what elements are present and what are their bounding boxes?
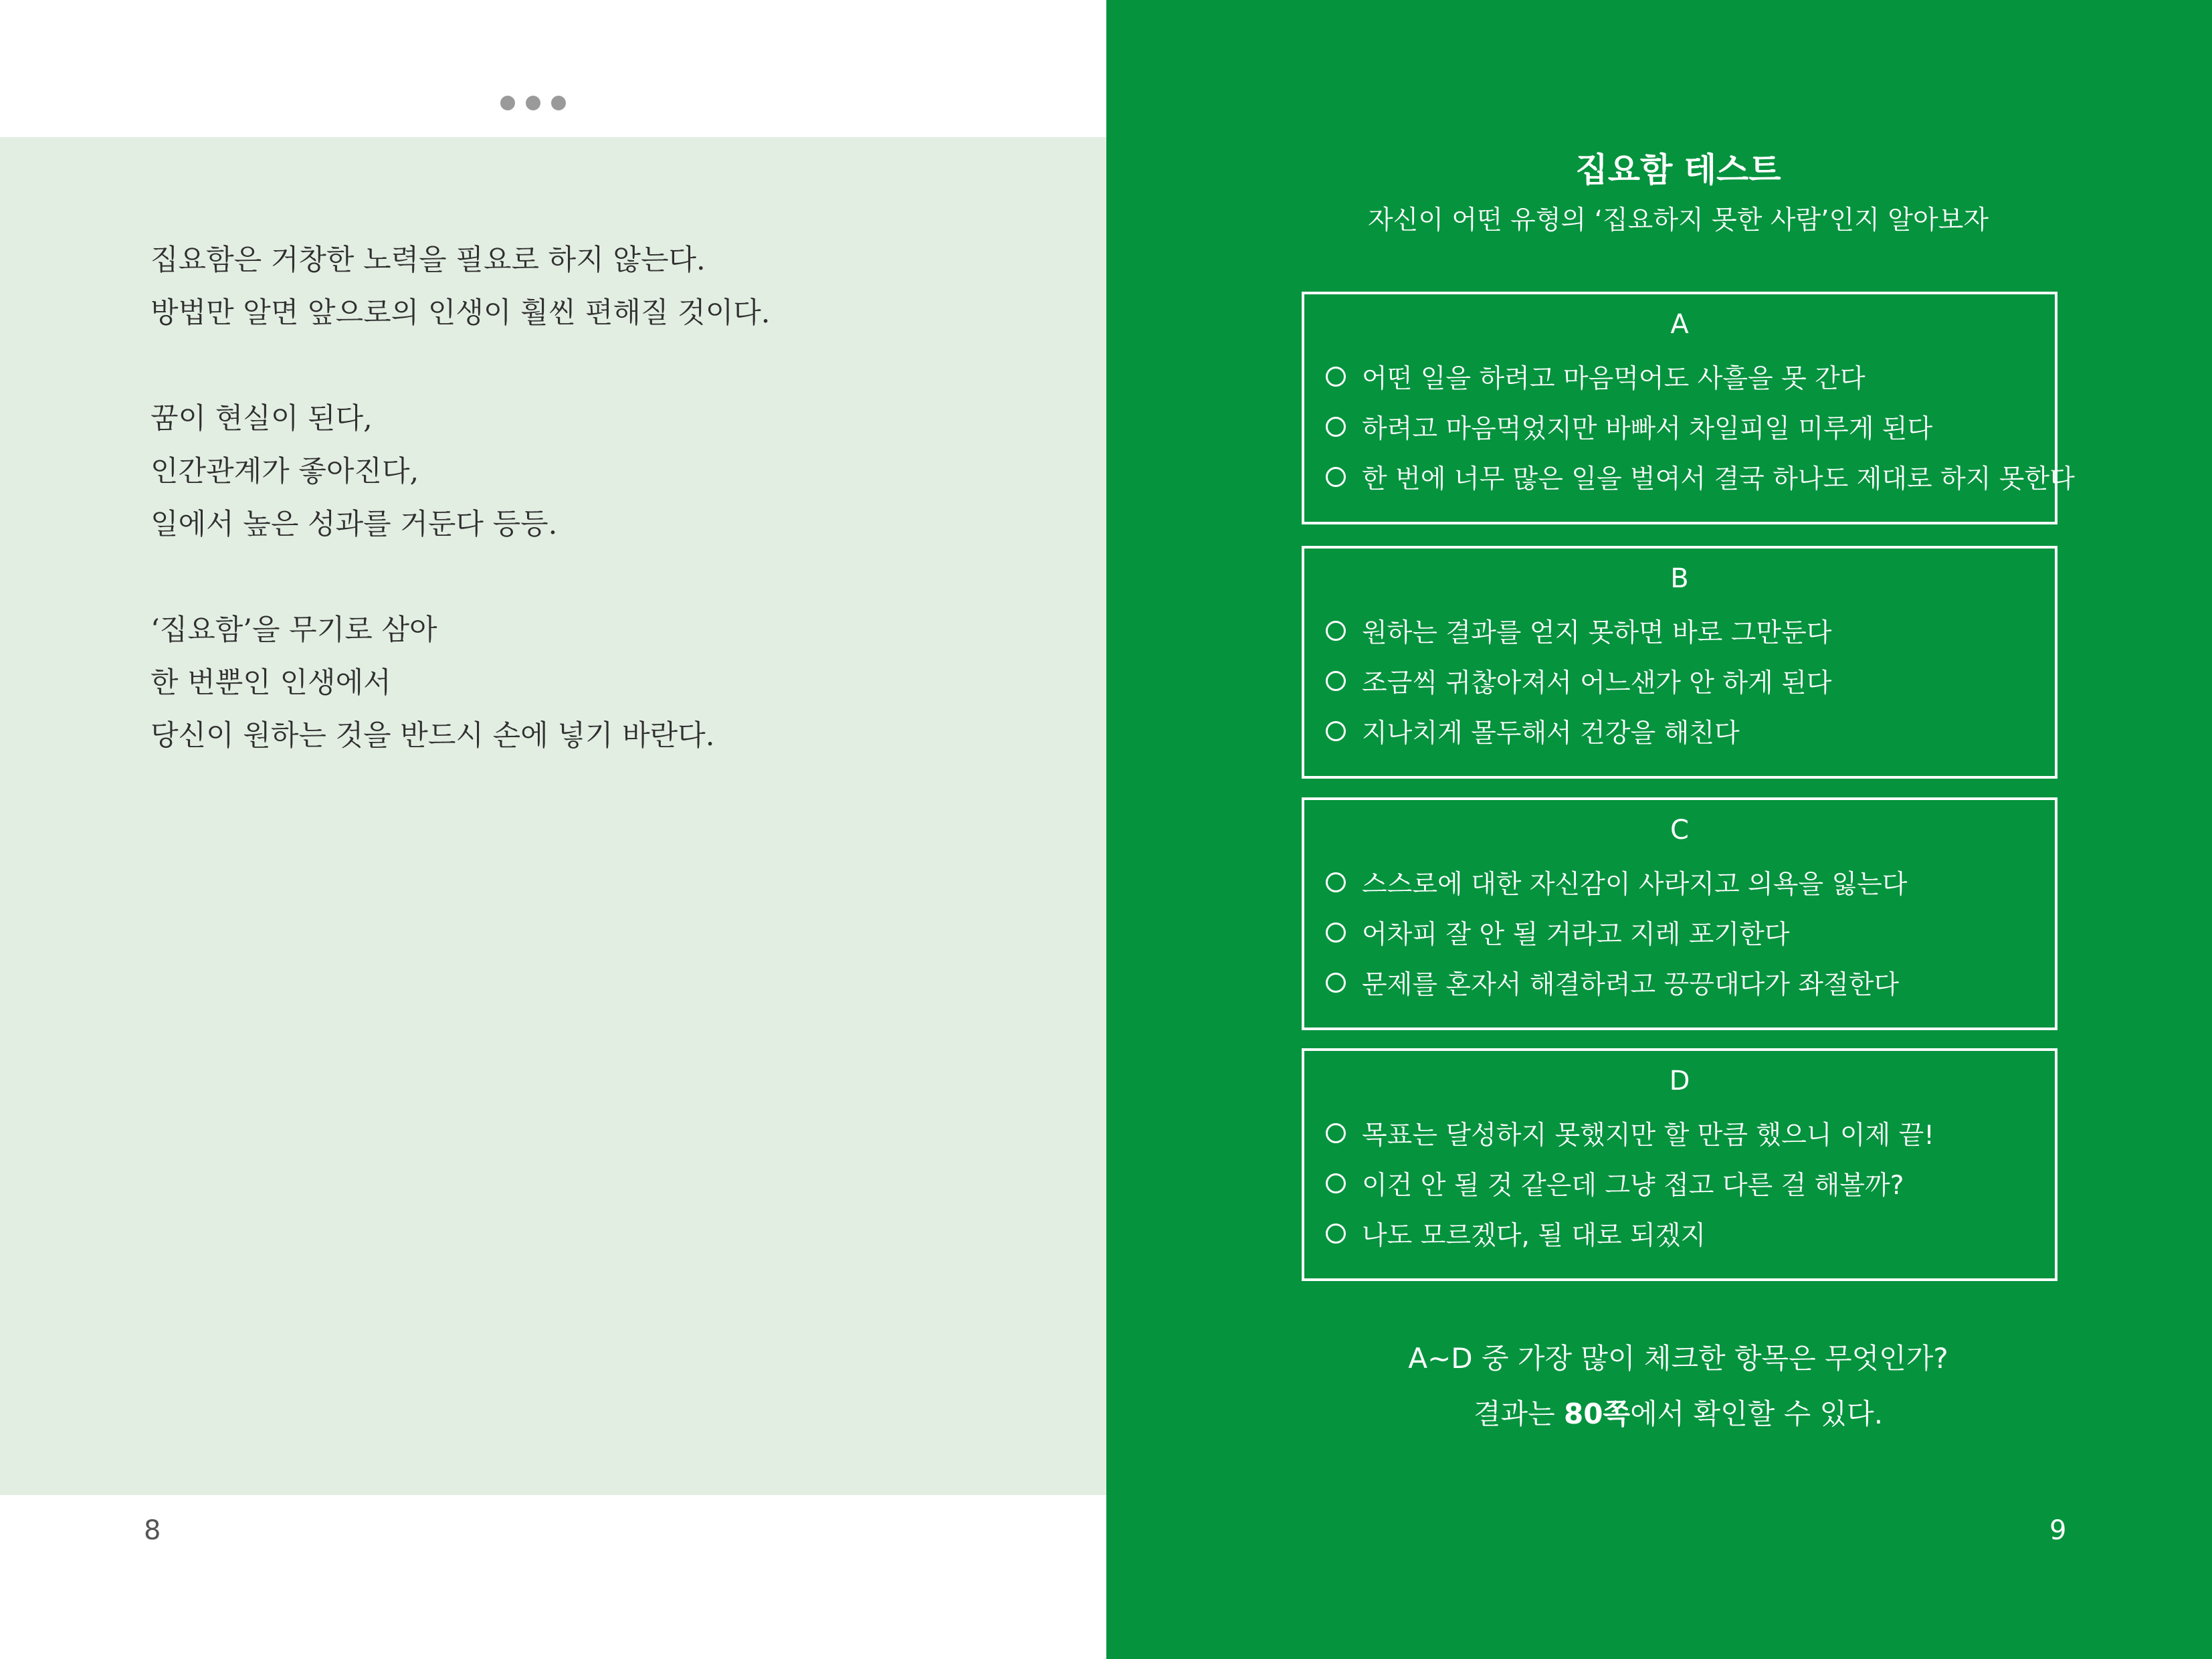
test-item[interactable] [1326, 1165, 1904, 1202]
test-item[interactable] [1326, 914, 1790, 951]
result-prefix: 결과는 [1473, 1397, 1565, 1430]
checkbox-circle-icon[interactable] [1326, 621, 1346, 641]
result-text [1106, 1392, 2212, 1432]
box-letter: B [1670, 563, 1689, 594]
box-letter: A [1670, 309, 1689, 340]
checkbox-circle-icon[interactable] [1326, 872, 1346, 892]
test-item-label: 문제를 혼자서 해결하려고 끙끙대다가 좌절한다 [1362, 970, 1900, 1000]
right-page [1106, 0, 2212, 1659]
test-title: 집요함 테스트 [1575, 151, 1781, 189]
test-item-label: 스스로에 대한 자신감이 사라지고 의욕을 잃는다 [1362, 870, 1908, 900]
body-line: 방법만 알면 앞으로의 인생이 훨씬 편해질 것이다. [150, 296, 771, 330]
test-box-b [1302, 546, 2057, 779]
test-box-a [1302, 292, 2075, 524]
dot [551, 96, 566, 110]
left-text-panel [0, 137, 1106, 1495]
checkbox-circle-icon[interactable] [1326, 467, 1346, 487]
checkbox-circle-icon[interactable] [1326, 1123, 1346, 1143]
test-item[interactable] [1326, 1114, 1934, 1152]
page-number-right: 9 [2049, 1515, 2067, 1546]
test-item-label: 나도 모르겠다, 될 대로 되겠지 [1362, 1221, 1706, 1251]
test-item-label: 하려고 마음먹었지만 바빠서 차일피일 미루게 된다 [1362, 414, 1933, 444]
test-item-label: 이건 안 될 것 같은데 그냥 접고 다른 걸 해볼까? [1362, 1171, 1904, 1201]
test-item[interactable] [1326, 964, 1899, 1001]
test-item[interactable] [1326, 612, 1831, 650]
checkbox-circle-icon[interactable] [1326, 417, 1346, 437]
test-item[interactable] [1326, 712, 1740, 750]
body-line: 집요함은 거창한 노력을 필요로 하지 않는다. [150, 243, 706, 277]
box-letter: D [1669, 1066, 1690, 1096]
checkbox-circle-icon[interactable] [1326, 1224, 1346, 1244]
test-box-d [1302, 1048, 2057, 1281]
test-subtitle: 자신이 어떤 유형의 ‘집요하지 못한 사람’인지 알아보자 [1367, 205, 1989, 235]
left-top-band [0, 0, 1106, 137]
dot [526, 96, 540, 110]
test-box-c [1302, 797, 2057, 1030]
test-item-label: 지나치게 몰두해서 건강을 해친다 [1362, 718, 1740, 749]
checkbox-circle-icon[interactable] [1326, 922, 1346, 943]
checkbox-circle-icon[interactable] [1326, 973, 1346, 993]
test-item[interactable] [1326, 1215, 1706, 1252]
test-item[interactable] [1326, 458, 2075, 496]
checkbox-circle-icon[interactable] [1326, 721, 1346, 741]
checkbox-circle-icon[interactable] [1326, 367, 1346, 387]
test-item-label: 조금씩 귀찮아져서 어느샌가 안 하게 된다 [1362, 668, 1832, 698]
test-item-label: 원하는 결과를 얻지 못하면 바로 그만둔다 [1362, 618, 1832, 648]
test-item[interactable] [1326, 662, 1831, 700]
page-number-left: 8 [144, 1515, 161, 1546]
question-text: A~D 중 가장 많이 체크한 항목은 무엇인가? [1408, 1342, 1948, 1375]
checkbox-circle-icon[interactable] [1326, 671, 1346, 691]
body-line: ‘집요함’을 무기로 삼아 [150, 613, 437, 647]
test-item[interactable] [1326, 358, 1866, 395]
body-line: 인간관계가 좋아진다, [150, 455, 419, 488]
test-item[interactable] [1326, 408, 1932, 446]
test-item[interactable] [1326, 864, 1907, 901]
test-item-label: 어떤 일을 하려고 마음먹어도 사흘을 못 간다 [1362, 364, 1866, 394]
result-suffix: 에서 확인할 수 있다. [1630, 1397, 1884, 1430]
body-line: 한 번뿐인 인생에서 [150, 666, 391, 700]
result-page-ref: 80쪽 [1564, 1397, 1631, 1430]
body-line: 당신이 원하는 것을 반드시 손에 넣기 바란다. [150, 719, 715, 753]
more-dots-icon [500, 96, 566, 110]
box-letter: C [1670, 815, 1689, 846]
dot [500, 96, 515, 110]
left-body-text [150, 234, 1020, 763]
body-line: 꿈이 현실이 된다, [150, 402, 373, 435]
test-item-label: 어차피 잘 안 될 거라고 지레 포기한다 [1362, 920, 1790, 950]
checkbox-circle-icon[interactable] [1326, 1173, 1346, 1193]
body-line: 일에서 높은 성과를 거둔다 등등. [150, 508, 558, 541]
test-item-label: 한 번에 너무 많은 일을 벌여서 결국 하나도 제대로 하지 못한다 [1362, 464, 2075, 494]
test-item-label: 목표는 달성하지 못했지만 할 만큼 했으니 이제 끝! [1362, 1120, 1934, 1151]
